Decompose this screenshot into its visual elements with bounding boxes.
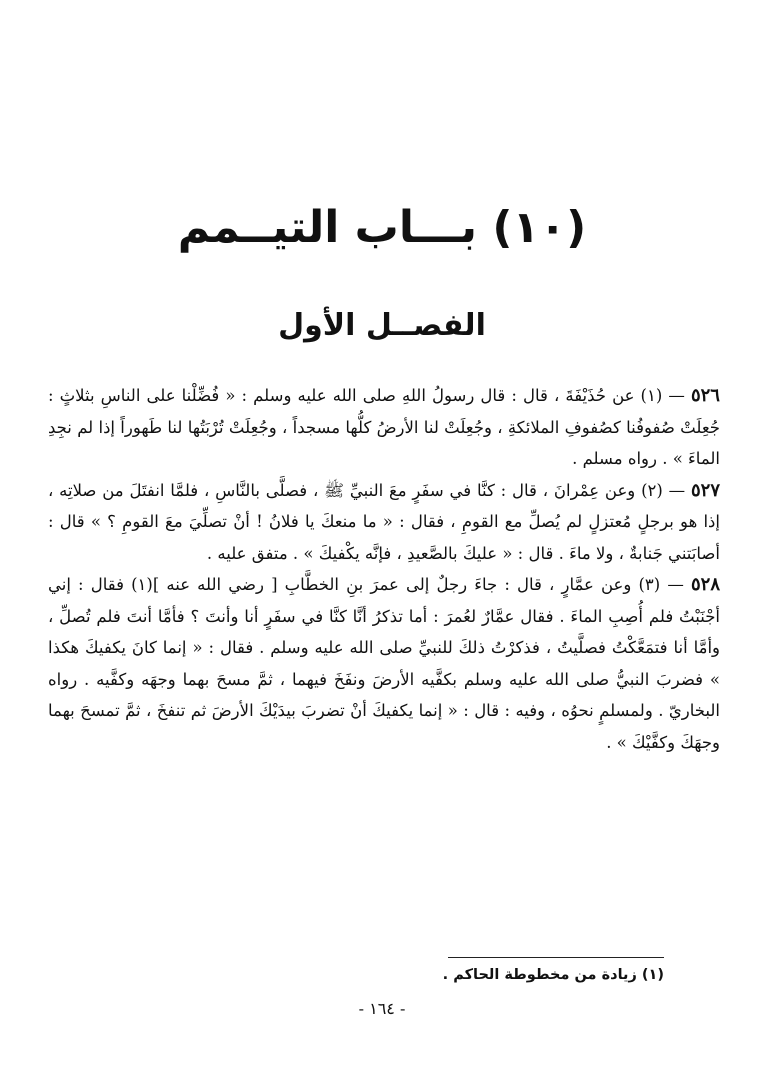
hadith-text: — (٢) وعن عِمْرانَ ، قال : كنَّا في سفَرٍ معَ النبيِّ ﷺ ، فصلَّى بالنَّاسِ ، فلمَّا انفتَلَ من صلاتِه ، إذا هو برجلٍ مُعتزلٍ لم يُصلِّ مع القومِ ، فقال : « ما منعكَ يا فلانُ ! أنْ تصلِّيَ معَ القومِ ؟ » قال : أصابَتني جَنابةٌ ، ولا ماءَ . قال : « عليكَ بالصَّعيدِ ، فإنَّه يكْفيكَ » . متفق عليه . <box>48 480 720 563</box>
section-title: الفصــل الأول <box>278 308 486 343</box>
footnote-divider <box>448 957 664 958</box>
hadith-number: ٥٢٧ <box>691 479 721 501</box>
hadith-number: ٥٢٨ <box>690 574 720 595</box>
chapter-title: (١٠) بـــاب التيــمم <box>177 202 587 253</box>
hadith-text: — (٣) وعن عمَّارٍ ، قال : جاءَ رجلٌ إلى عمرَ بنِ الخطَّابِ [ رضي الله عنه ](١) فقال : إني أجْنَبْتُ فلم أُصِبِ الماءَ . فقال عمَّارٌ لعُمرَ : أما تذكرُ أنَّا كنَّا في سفَرٍ أنا وأنتَ ؟ فأمَّا أنتَ فلم تُصلِّ ، وأمَّا أنا فتمَعَّكْتُ فصلَّيتُ ، فذكرْتُ ذلكَ للنبيِّ صلى الله عليه وسلم . فقال : « إنما كانَ يكفيكَ هكذا » فضربَ النبيُّ صلى الله عليه وسلم بكفَّيه الأرضَ ونفَخَ فيهما ، ثمَّ مسحَ بهما وجهَه وكفَّيه . رواه البخاريّ . ولمسلمٍ نحوُه ، وفيه : قال : « إنما يكفيكَ أنْ تضربَ بيدَيْكَ الأرضَ ثم تنفخَ ، ثمَّ تمسحَ بهما وجهَكَ وكفَّيْكَ » . <box>48 575 720 752</box>
footnote: (١) زيادة من مخطوطة الحاكم . <box>442 967 664 983</box>
hadith-body <box>48 380 720 758</box>
hadith-number: ٥٢٦ <box>690 385 720 406</box>
hadith-paragraph <box>48 380 720 475</box>
hadith-paragraph <box>48 569 720 758</box>
hadith-text: — (١) عن حُذَيْفَةَ ، قال : قال رسولُ اللهِ صلى الله عليه وسلم : « فُضِّلْنا على الناسِ بثلاثٍ : جُعِلَتْ صُفوفُنا كصُفوفِ الملائكةِ ، وجُعِلَتْ لنا الأرضُ كلُّها مسجداً ، وجُعِلَتْ تُرْبَتُها لنا طَهوراً إذا لم نجِدِ الماءَ » . رواه مسلم . <box>48 386 720 468</box>
page-number: - ١٦٤ - <box>358 999 406 1018</box>
hadith-paragraph <box>48 475 720 570</box>
